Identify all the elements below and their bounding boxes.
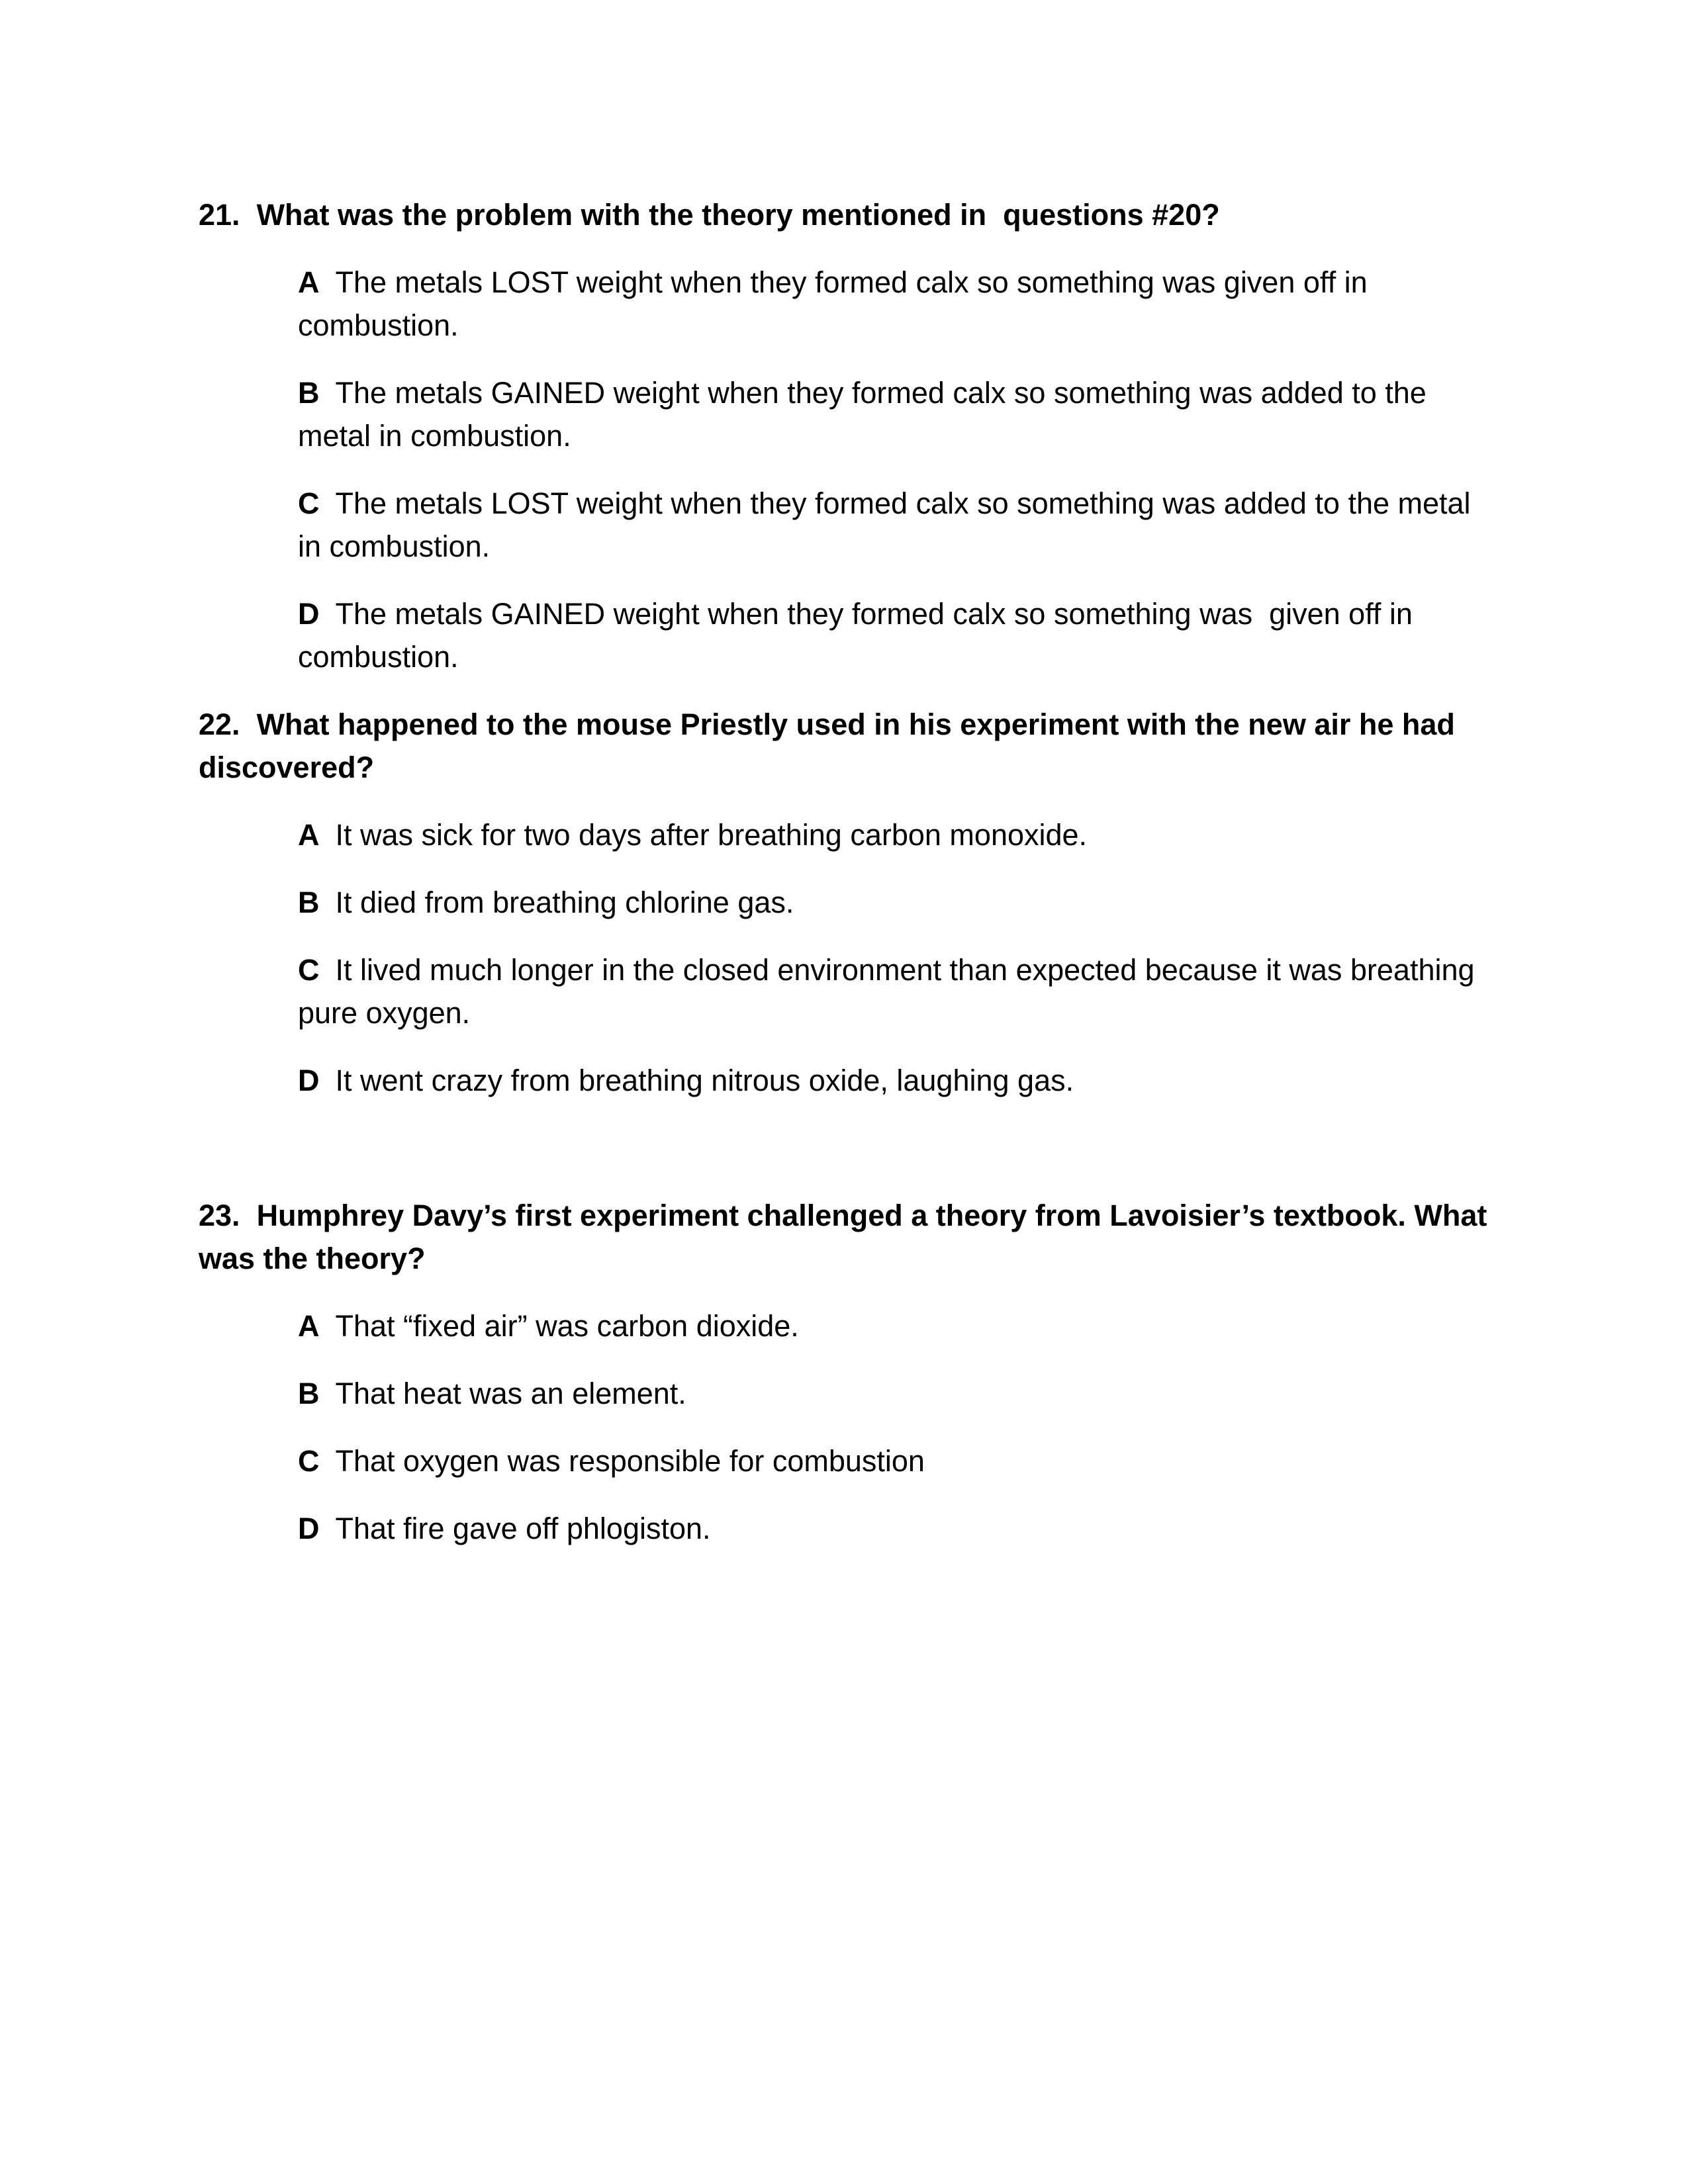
question-23-number: 23. [199,1199,240,1232]
question-21-option-c [298,482,1489,568]
question-23-option-b [298,1372,1489,1415]
question-21-option-d [298,592,1489,678]
question-21-option-a [298,261,1489,347]
question-23-option-b-letter: B [298,1377,320,1410]
question-22-option-c-letter: C [298,953,320,987]
question-21-option-c-text: The metals LOST weight when they formed calx so something was added to the metal in combustion. [298,486,1479,563]
question-22-option-a [298,813,1489,856]
question-21-option-d-letter: D [298,597,320,631]
question-23-option-d [298,1507,1489,1550]
question-21-option-a-letter: A [298,265,320,299]
question-21-option-a-text: The metals LOST weight when they formed calx so something was given off in combustion. [298,265,1376,342]
question-21-block [199,193,1489,678]
question-21-option-b-text: The metals GAINED weight when they formed calx so something was added to the metal in combustion. [298,376,1435,453]
question-21-heading [199,193,1489,236]
question-22-heading [199,703,1489,789]
question-21-option-d-text: The metals GAINED weight when they formed calx so something was given off in combustion. [298,597,1421,674]
question-23-option-a-text: That “fixed air” was carbon dioxide. [335,1309,799,1343]
question-23-heading [199,1194,1495,1280]
question-22-option-c-text: It lived much longer in the closed environment than expected because it was breathing pure oxygen. [298,953,1483,1030]
blank-line [199,1126,1489,1194]
question-23-option-b-text: That heat was an element. [335,1377,686,1410]
question-22-option-a-text: It was sick for two days after breathing carbon monoxide. [335,818,1088,852]
question-23-option-d-text: That fire gave off phlogiston. [335,1512,711,1545]
question-21-option-c-letter: C [298,486,320,520]
question-22-option-b-text: It died from breathing chlorine gas. [335,886,794,919]
question-23-option-d-letter: D [298,1512,320,1545]
question-22-option-d-letter: D [298,1064,320,1097]
question-23-option-c-letter: C [298,1444,320,1478]
question-21-option-b-letter: B [298,376,320,410]
question-23-option-c [298,1439,1489,1482]
question-22-option-d-text: It went crazy from breathing nitrous oxide, laughing gas. [335,1064,1074,1097]
question-22-number: 22. [199,707,240,741]
question-21-option-b [298,371,1489,457]
question-22-option-b [298,881,1489,924]
question-23-text: Humphrey Davy’s first experiment challenged a theory from Lavoisier’s textbook. What was the theory? [199,1199,1495,1275]
question-23-block [199,1194,1495,1550]
question-21-text: What was the problem with the theory mentioned in questions #20? [256,198,1220,232]
question-23-option-a [298,1304,1489,1347]
question-22-text: What happened to the mouse Priestly used in his experiment with the new air he had discovered? [199,707,1464,784]
question-22-option-c [298,948,1489,1034]
question-21-number: 21. [199,198,240,232]
question-23-option-c-text: That oxygen was responsible for combustion [335,1444,925,1478]
question-22-option-a-letter: A [298,818,320,852]
question-23-option-a-letter: A [298,1309,320,1343]
question-22-block [199,703,1489,1102]
question-22-option-b-letter: B [298,886,320,919]
question-22-option-d [298,1059,1489,1102]
